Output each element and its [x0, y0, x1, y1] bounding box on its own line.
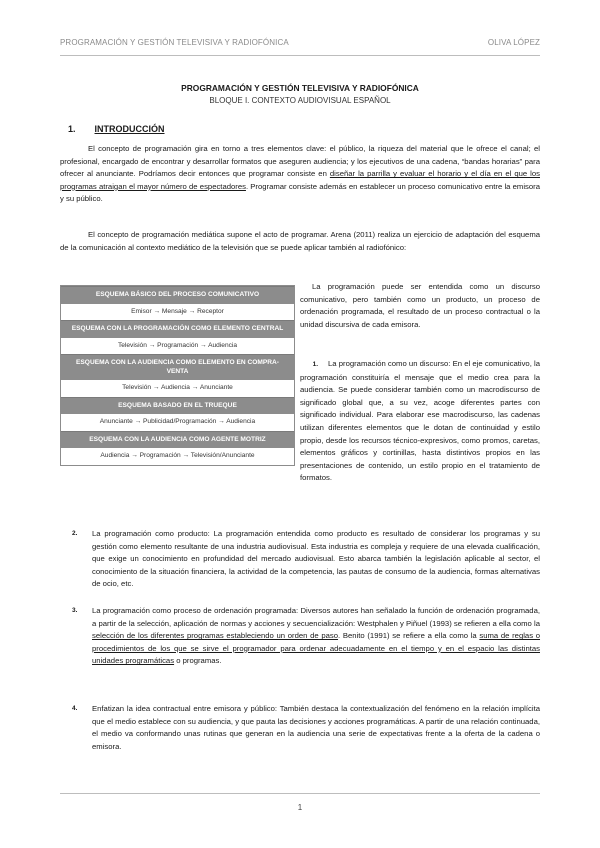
list-item-1-text: La programación como un discurso: En el eje comunicativo, la programación constituiría el mensaje que el medio crea para la audiencia. Se puede considerar también como un macrodiscurso de significado global que, a su vez, acoge diferentes partes con significado individual. Para elaborar ese macrodiscurso, las cadenas utilizan diferentes elementos que le dotan de continuidad y estilo propio, desde los recursos técnico-expresivos, como promos, caretas, elementos gráficos y cortinillas, hasta distintivos propios en las presentaciones de contenido, un estilo propio en el tratamiento de formatos.: [300, 359, 540, 483]
section-title: INTRODUCCIÓN: [94, 124, 165, 134]
page-number: 1: [297, 803, 303, 812]
schema-title-1: ESQUEMA BÁSICO DEL PROCESO COMUNICATIVO: [61, 286, 294, 304]
schema-flow-4: Anunciante → Publicidad/Programación → Audiencia: [61, 414, 294, 431]
section-number: 1.: [68, 124, 76, 134]
intro-p1-underlined: diseñar la parrilla y evaluar el horario y el día en el que los programas atraigan el mayor número de espectadores: [60, 169, 540, 191]
list-item-4: [72, 703, 540, 753]
list-item-1: [300, 358, 540, 485]
document-subtitle: BLOQUE I. CONTEXTO AUDIOVISUAL ESPAÑOL: [209, 96, 391, 105]
list-item-3: [72, 605, 540, 668]
list-item-3-number: 3.: [72, 607, 78, 614]
schema-title-2: ESQUEMA CON LA PROGRAMACIÓN COMO ELEMENTO CENTRAL: [61, 320, 294, 338]
schema-flow-1: Emisor → Mensaje → Receptor: [61, 304, 294, 321]
intro-paragraph-2: El concepto de programación mediática supone el acto de programar. Arena (2011) realiza un ejercicio de adaptación del esquema de la comunicación al contexto mediático de la televisión que se puede aplicar también al radiofónico:: [60, 230, 540, 252]
schema-flow-3: Televisión → Audiencia → Anunciante: [61, 380, 294, 397]
list-item-1-number: 1.: [312, 361, 318, 368]
schema-title-3: ESQUEMA CON LA AUDIENCIA COMO ELEMENTO EN COMPRA-VENTA: [61, 354, 294, 380]
list-item-3-text-c: o programas.: [174, 656, 222, 666]
document-title: PROGRAMACIÓN Y GESTIÓN TELEVISIVA Y RADIOFÓNICA: [181, 83, 419, 93]
header-author: OLIVA LÓPEZ: [487, 38, 540, 47]
list-item-4-text: Enfatizan la idea contractual entre emisora y público: También destaca la contextualización del fenómeno en la relación implícita que el medio establece con su audiencia, y que pauta las decisiones y acciones programáticas. A partir de una relación continuada, el medio va conformando unas rutinas que generan en la audiencia una serie de expectativas frente a la oferta de la cadena o emisora.: [92, 704, 540, 751]
intro-p1-text-b: . Programar consiste además en establecer un proceso comunicativo entre la emisora y su público.: [60, 181, 540, 204]
list-item-3-text-b: . Benito (1991) se refiere a ella como la: [338, 631, 480, 641]
list-item-3-underlined-2: suma de reglas o procedimientos de los que se sirve el programador para ordenar adecuadamente en el tiempo y en el espacio las distintas unidades programáticas: [92, 631, 541, 666]
intro-p1-text-a: El concepto de programación gira en torno a tres elementos clave: el público, la riqueza del material que le ofrece el canal; el profesional, encargado de encontrar y desarrollar formatos que aseguren audiencia; y los ejecutivos de una cadena, “bandas horarias” para ofrecer al anunciante. Podríamos decir entonces que programar consiste en: [60, 144, 540, 179]
list-item-3-underlined-1: selección de los diferentes programas estableciendo un orden de paso: [92, 631, 339, 641]
header-divider: [60, 55, 540, 56]
schema-flow-2: Televisión → Programación → Audiencia: [61, 338, 294, 355]
list-item-3-text-a: La programación como proceso de ordenación programada: Diversos autores han señalado la función de ordenación programada, a partir de la selección, aplicación de normas y acciones y secuencialización: Westphalen y Piñuel (1993) se refieren a ella como la: [92, 606, 540, 628]
schema-title-5: ESQUEMA CON LA AUDIENCIA COMO AGENTE MOTRIZ: [61, 431, 294, 449]
list-item-3-text: [92, 605, 540, 668]
communication-schema-table: [60, 285, 295, 466]
schema-title-4: ESQUEMA BASADO EN EL TRUEQUE: [61, 397, 294, 415]
schema-flow-5: Audiencia → Programación → Televisión/Anunciante: [61, 448, 294, 465]
list-item-2-number: 2.: [72, 530, 78, 537]
footer-divider: [60, 793, 540, 794]
list-item-4-number: 4.: [72, 705, 78, 712]
header-course-title: PROGRAMACIÓN Y GESTIÓN TELEVISIVA Y RADIOFÓNICA: [60, 38, 289, 47]
list-item-2-text: La programación como producto: La programación entendida como producto es resultado de considerar los programas y su gestión como elemento resultante de una industria audiovisual. Esta industria es compleja y requiere de una elevada cualificación, que exige un conocimiento en profundidad del mercado audiovisual. Esto abarca también la legislación aplicable al sector, el conocimiento de la situación financiera, la actividad de la competencia, las pautas de consumo de la audiencia, formas alternativas de ocio, etc.: [92, 529, 540, 589]
section-heading: [68, 124, 165, 134]
intro-paragraph-1: [60, 143, 540, 206]
right-column-paragraph: La programación puede ser entendida como un discurso comunicativo, pero también como un producto, un proceso de ordenación programada, el resultado de un proceso contractual o la unidad discursiva de cada emisora.: [300, 282, 540, 329]
list-item-2: [72, 528, 540, 591]
